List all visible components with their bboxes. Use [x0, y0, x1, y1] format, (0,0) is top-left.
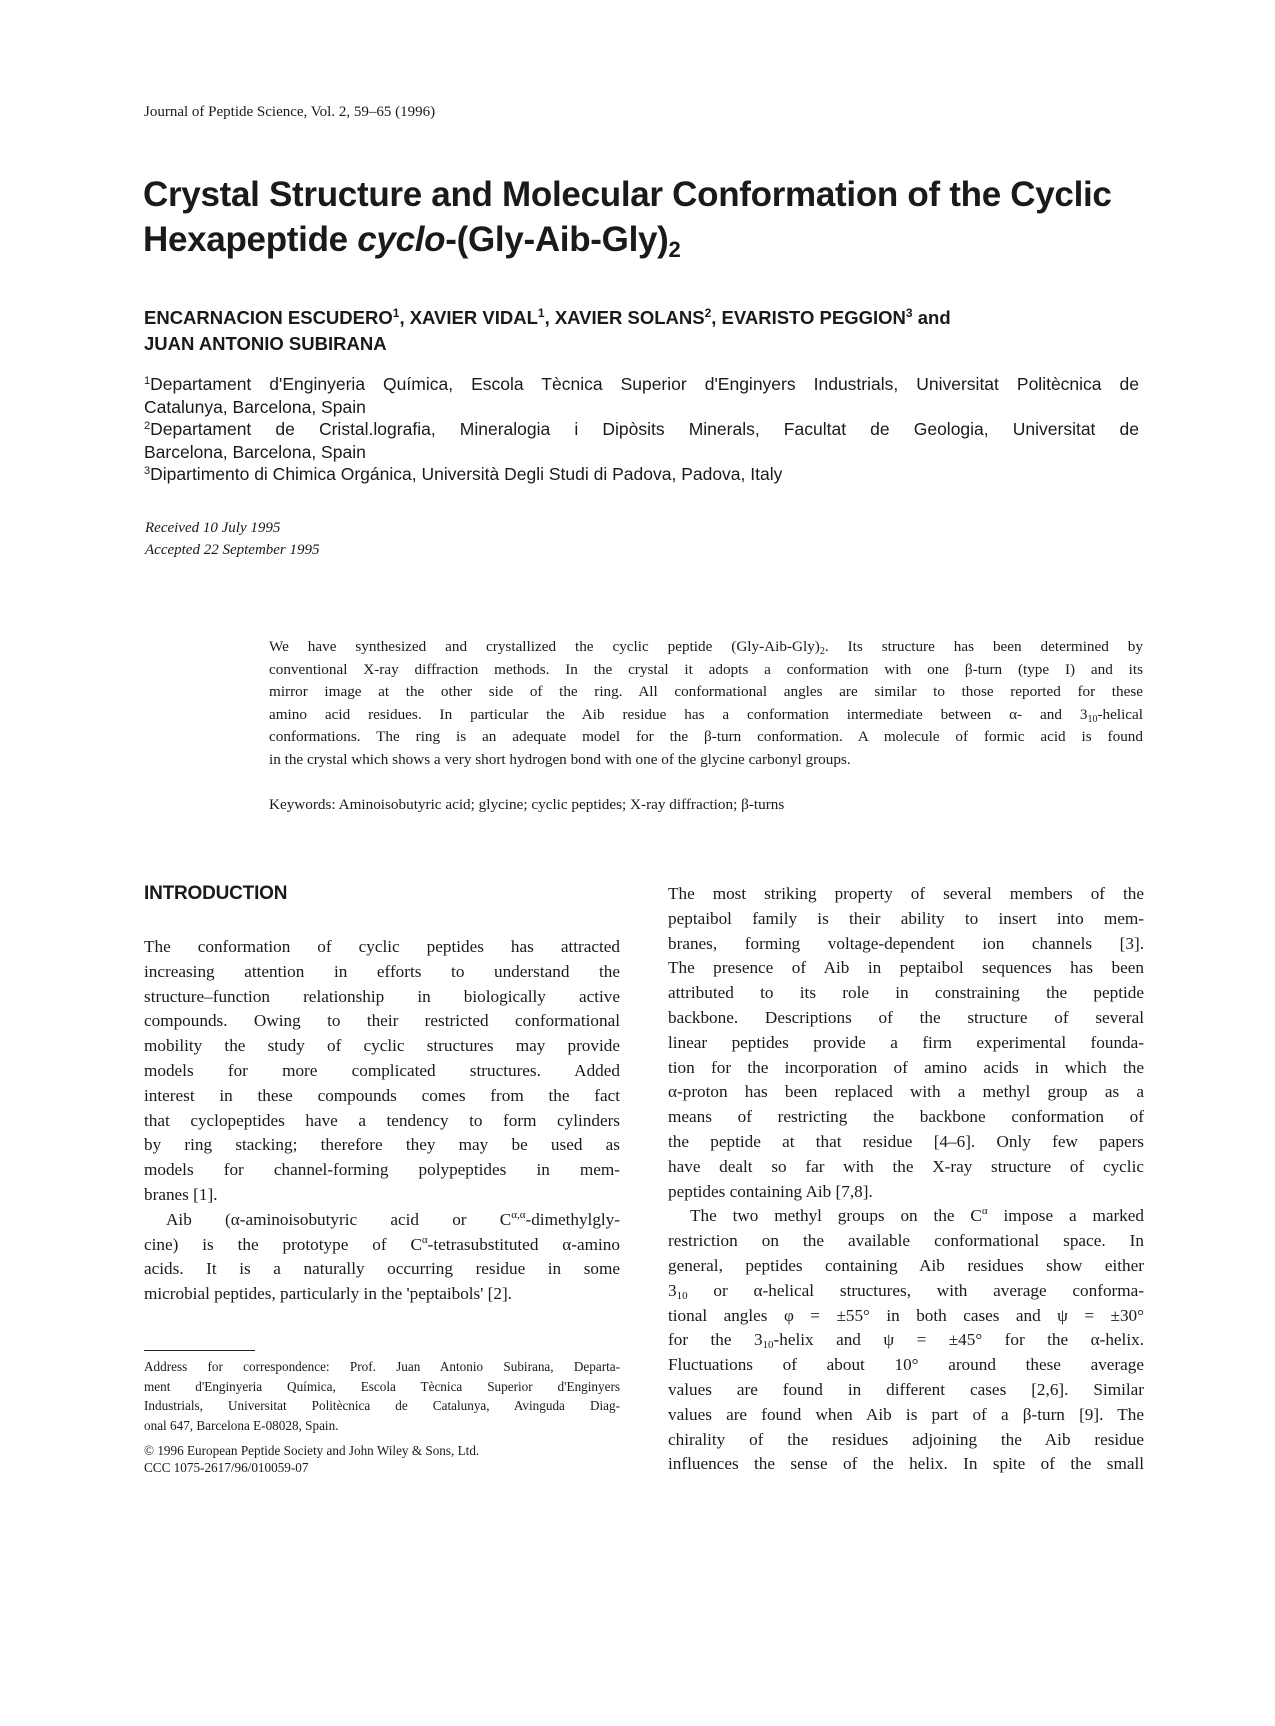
copyright-line: © 1996 European Peptide Society and John Wiley & Sons, Ltd.	[144, 1443, 480, 1458]
title-prefix: Hexapeptide	[143, 220, 358, 259]
body-line: influences the sense of the helix. In spite of the small	[668, 1454, 1144, 1474]
footnote-line: ment d'Enginyeria Química, Escola Tècnica Superior d'Enginyers	[144, 1378, 620, 1394]
body-line: The conformation of cyclic peptides has attracted	[144, 937, 620, 956]
affiliations	[144, 373, 1139, 486]
footnote-line: Industrials, Universitat Politècnica de Catalunya, Avinguda Diag-	[144, 1398, 620, 1413]
body-line: branes [1].	[144, 1184, 218, 1204]
body-line: values are found when Aib is part of a β-turn [9]. The	[668, 1404, 1144, 1424]
author-name: XAVIER VIDAL	[409, 307, 538, 328]
body-line: restriction on the available conformational space. In	[668, 1231, 1144, 1251]
title-italic: cyclo	[357, 220, 446, 259]
body-line: microbial peptides, particularly in the 'peptaibols' [2].	[144, 1284, 512, 1304]
body-line: the peptide at that residue [4–6]. Only few papers	[668, 1131, 1144, 1151]
body-line: cine) is the prototype of $C^\alpha$-tetrasubstituted α-amino	[144, 1233, 620, 1254]
author-list	[144, 305, 1144, 357]
abstract-line: We have synthesized and crystallized the cyclic peptide $(Gly-Aib-Gly)_2$. Its structure has been determined by	[269, 638, 1143, 657]
title-line-2	[143, 217, 1143, 262]
footnote-line: Address for correspondence: Prof. Juan Antonio Subirana, Departa-	[144, 1359, 620, 1374]
body-line: means of restricting the backbone conformation of	[668, 1107, 1144, 1127]
body-line: chirality of the residues adjoining the Aib residue	[668, 1429, 1144, 1449]
subscript: 10	[676, 1289, 688, 1302]
body-line: models for channel-forming polypeptides in mem-	[144, 1160, 620, 1180]
ccc-code: CCC 1075-2617/96/010059-07	[144, 1460, 309, 1475]
title-suffix: -(Gly-Aib-Gly)	[445, 220, 669, 259]
author-separator: ,	[544, 307, 555, 328]
author-separator: ,	[711, 307, 722, 328]
left-column	[144, 935, 620, 1307]
body-line: peptaibol family is their ability to insert into mem-	[668, 908, 1144, 928]
body-line: by ring stacking; therefore they may be used as	[144, 1135, 620, 1155]
author-name: ENCARNACION ESCUDERO	[144, 307, 393, 328]
author-separator: ,	[399, 307, 410, 328]
body-line: The two methyl groups on the $C^\alpha$ impose a marked	[690, 1205, 1144, 1226]
author-affiliation-mark: 2	[704, 306, 712, 320]
body-line: increasing attention in efforts to understand the	[144, 961, 620, 981]
keywords: Keywords: Aminoisobutyric acid; glycine; cyclic peptides; X-ray diffraction; β-turns	[269, 796, 785, 813]
body-line: $3_{10}$ or α-helical structures, with average conforma-	[668, 1280, 1144, 1302]
body-line: compounds. Owing to their restricted conformational	[144, 1011, 620, 1031]
body-line: for the $3_{10}$-helix and ψ = ±45° for the α-helix.	[668, 1330, 1144, 1352]
body-line: acids. It is a naturally occurring residue in some	[144, 1259, 620, 1279]
body-line: tional angles φ = ±55° in both cases and ψ = ±30°	[668, 1305, 1144, 1325]
abstract	[269, 636, 1143, 772]
body-line: The most striking property of several members of the	[668, 884, 1144, 903]
received-date: Received 10 July 1995	[145, 520, 281, 536]
superscript: α,α	[511, 1208, 526, 1221]
author-name: EVARISTO PEGGION	[721, 307, 906, 328]
affiliation-3-line-1: $^3$Dipartimento di Chimica Orgánica, Università Degli Studi di Padova, Padova, Italy	[144, 464, 783, 484]
body-line: linear peptides provide a firm experimental founda-	[668, 1032, 1144, 1052]
footnote-divider	[144, 1350, 255, 1351]
author-line-1	[144, 305, 1144, 331]
body-line: backbone. Descriptions of the structure of several	[668, 1007, 1144, 1027]
affiliation-2-line-2: Barcelona, Barcelona, Spain	[144, 441, 366, 462]
author-affiliation-mark: 3	[905, 306, 913, 320]
affiliation-1-line-1: $^1$Departament d'Enginyeria Química, Escola Tècnica Superior d'Enginyers Industrials, Universitat Politècnica de	[144, 374, 1139, 394]
abstract-line: amino acid residues. In particular the Aib residue has a conformation intermediate between α- and $3_{10}$-helical	[269, 705, 1143, 725]
body-line: values are found in different cases [2,6]. Similar	[668, 1379, 1144, 1399]
author-line-2	[144, 331, 1144, 357]
body-line: interest in these compounds comes from the fact	[144, 1085, 620, 1105]
abstract-line: conformations. The ring is an adequate model for the β-turn conformation. A molecule of formic acid is found	[269, 728, 1143, 746]
body-line: models for more complicated structures. Added	[144, 1060, 620, 1080]
author-affiliation-mark: 1	[537, 306, 545, 320]
body-line: α-proton has been replaced with a methyl group as a	[668, 1082, 1144, 1102]
author-affiliation-mark: 1	[392, 306, 400, 320]
right-column	[668, 882, 1144, 1477]
abstract-line: mirror image at the other side of the ring. All conformational angles are similar to those reported for these	[269, 683, 1143, 701]
author-separator: and	[912, 307, 951, 328]
affiliation-mark: 1	[144, 375, 151, 387]
subscript: 2	[819, 646, 825, 657]
journal-citation: Journal of Peptide Science, Vol. 2, 59–65 (1996)	[144, 104, 436, 120]
affiliation-1-line-2: Catalunya, Barcelona, Spain	[144, 396, 366, 417]
footnote-line: onal 647, Barcelona E-08028, Spain.	[144, 1417, 339, 1433]
body-line: mobility the study of cyclic structures may provide	[144, 1036, 620, 1056]
superscript: α	[981, 1205, 988, 1218]
title-subscript: 2	[668, 237, 681, 262]
author-name: JUAN ANTONIO SUBIRANA	[144, 333, 387, 354]
accepted-date: Accepted 22 September 1995	[145, 542, 320, 558]
body-line: Aib (α-aminoisobutyric acid or $C^{\alpha,\alpha}-dimethylgly-$	[166, 1208, 620, 1229]
correspondence-footnote	[144, 1357, 620, 1435]
body-line: that cyclopeptides have a tendency to form cylinders	[144, 1110, 620, 1130]
body-line: general, peptides containing Aib residues show either	[668, 1255, 1144, 1275]
body-line: tion for the incorporation of amino acids in which the	[668, 1057, 1144, 1077]
superscript: α	[421, 1233, 428, 1246]
author-name: XAVIER SOLANS	[554, 307, 705, 328]
copyright-notice	[144, 1442, 479, 1476]
body-line: Fluctuations of about 10° around these average	[668, 1355, 1144, 1375]
subscript: 10	[1087, 713, 1098, 725]
body-line: branes, forming voltage-dependent ion channels [3].	[668, 933, 1144, 953]
affiliation-mark: 2	[144, 420, 151, 432]
subscript: 10	[762, 1339, 774, 1352]
abstract-line: in the crystal which shows a very short hydrogen bond with one of the glycine carbonyl groups.	[269, 750, 851, 768]
section-heading: INTRODUCTION	[144, 883, 288, 904]
affiliation-2-line-1: $^2$Departament de Cristal.lografia, Mineralogia i Dipòsits Minerals, Facultat de Geologia, Universitat de	[144, 419, 1139, 439]
body-line: peptides containing Aib [7,8].	[668, 1181, 873, 1201]
submission-dates	[145, 517, 320, 561]
paper-title	[143, 172, 1143, 262]
body-line: attributed to its role in constraining the peptide	[668, 983, 1144, 1003]
body-line: have dealt so far with the X-ray structure of cyclic	[668, 1156, 1144, 1176]
body-line: The presence of Aib in peptaibol sequences has been	[668, 958, 1144, 978]
abstract-line: conventional X-ray diffraction methods. In the crystal it adopts a conformation with one β-turn (type I) and its	[269, 660, 1143, 678]
body-line: structure–function relationship in biologically active	[144, 986, 620, 1006]
title-line-1: Crystal Structure and Molecular Conformation of the Cyclic	[143, 175, 1112, 214]
affiliation-mark: 3	[144, 465, 151, 477]
